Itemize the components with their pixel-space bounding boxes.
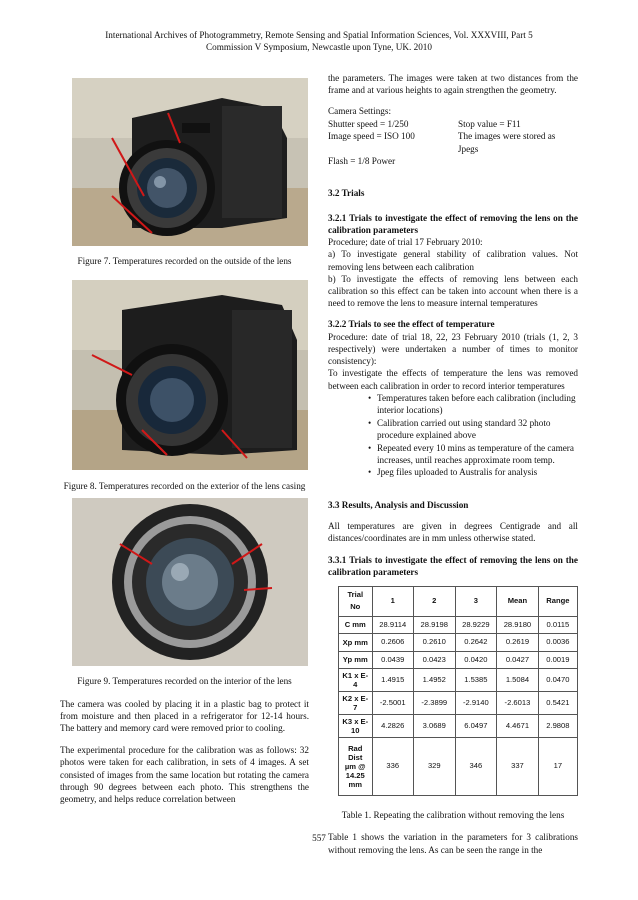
section-3-2-heading: 3.2 Trials (328, 188, 365, 199)
right-column (328, 72, 578, 856)
table-cell: 6.0497 (455, 714, 497, 737)
table-cell: 1.4952 (413, 668, 455, 691)
section-3-2-1-line: b) To investigate the effects of removing lens between each calibration so this effect can be taken into account when there is a need to remove the lens to measure internal temperatures (328, 273, 578, 309)
figure-8-caption: Figure 8. Temperatures recorded on the exterior of the lens casing (63, 480, 306, 491)
table-header-cell: Trial No (339, 586, 373, 616)
table-cell: 0.0420 (455, 651, 497, 668)
table-cell: K3 x E-10 (339, 714, 373, 737)
cooling-paragraph: The camera was cooled by placing it in a plastic bag to protect it from moisture and then placed in a refrigerator for 12-14 hours. The battery and memory card were removed prior to cooling. (60, 698, 309, 733)
table-cell: 0.0036 (538, 634, 577, 651)
running-header (60, 29, 578, 53)
settings-stop: Stop value = F11 (458, 118, 521, 129)
list-item: • Repeated every 10 mins as temperature of the camera increases, until reaches approximate room temp. (368, 442, 578, 467)
table-row (339, 616, 578, 633)
table-cell: 17 (538, 737, 577, 795)
geometry-paragraph: the parameters. The images were taken at two distances from the frame and at various heights to again strengthen the geometry. (328, 73, 578, 96)
settings-flash: Flash = 1/8 Power (328, 156, 396, 167)
table-header-cell: Mean (497, 586, 539, 616)
table-cell: 0.5421 (538, 691, 577, 714)
table-cell: 0.0019 (538, 651, 577, 668)
list-item: • Jpeg files uploaded to Australis for analysis (368, 466, 578, 478)
table-header-cell: Range (538, 586, 577, 616)
table-cell: 0.0427 (497, 651, 539, 668)
table-cell: 28.9180 (497, 616, 539, 633)
table-cell: 1.5084 (497, 668, 539, 691)
table-cell: 28.9229 (455, 616, 497, 633)
table-cell: 28.9114 (372, 616, 413, 633)
left-column (60, 78, 309, 805)
table-header-row (339, 586, 578, 616)
table-cell: K2 x E-7 (339, 691, 373, 714)
section-3-3-paragraph: All temperatures are given in degrees Centigrade and all distances/coordinates are in mm unless otherwise stated. (328, 521, 578, 544)
section-3-2-2-line: Procedure: date of trial 18, 22, 23 February 2010 (trials (1, 2, 3 respectively) were undertaken a number of times to monitor consistency): (328, 331, 578, 367)
results-table (338, 586, 578, 796)
table-cell: C mm (339, 616, 373, 633)
page-number: 557 (312, 833, 326, 843)
header-line-1: International Archives of Photogrammetry, Remote Sensing and Spatial Information Sciences, Vol. XXXVIII, Part 5 (105, 30, 533, 40)
table-cell: 0.2642 (455, 634, 497, 651)
table-cell: K1 x E-4 (339, 668, 373, 691)
table-1-caption: Table 1. Repeating the calibration without removing the lens (341, 809, 565, 820)
table-cell: 1.5385 (455, 668, 497, 691)
table-cell: 1.4915 (372, 668, 413, 691)
table-cell: 346 (455, 737, 497, 795)
table-cell: 0.2606 (372, 634, 413, 651)
section-3-2-2-heading: 3.2.2 Trials to see the effect of temperature (328, 319, 495, 330)
list-item: • Temperatures taken before each calibration (including interior locations) (368, 392, 578, 417)
table-row (339, 651, 578, 668)
section-3-2-1-heading: 3.2.1 Trials to investigate the effect of removing the lens on the calibration parameters (328, 212, 578, 236)
table-header-cell: 2 (413, 586, 455, 616)
procedure-bullet-list (328, 392, 578, 479)
table-cell: 3.0689 (413, 714, 455, 737)
table-cell: 0.0115 (538, 616, 577, 633)
table-1-discussion: Table 1 shows the variation in the parameters for 3 calibrations without removing the lens. As can be seen the range in the (328, 832, 578, 855)
figure-8-photo (72, 280, 308, 470)
section-3-3-1-heading: 3.3.1 Trials to investigate the effect of removing the lens on the calibration parameters (328, 554, 578, 577)
section-3-2-2-line: To investigate the effects of temperature the lens was removed between each calibration in order to record interior temperatures (328, 368, 578, 391)
camera-settings-title: Camera Settings: (328, 106, 392, 117)
section-3-3-heading: 3.3 Results, Analysis and Discussion (328, 499, 469, 510)
table-cell: 329 (413, 737, 455, 795)
procedure-paragraph: The experimental procedure for the calibration was as follows: 32 photos were taken for each calibration, in sets of 4 images. A set consisted of images from the same location but rotating the camera through 90 degrees between each photo. This strengthens the geometry, and helps reduce correlation between (60, 745, 309, 804)
table-cell: 336 (372, 737, 413, 795)
table-row (339, 668, 578, 691)
table-cell: 0.2610 (413, 634, 455, 651)
table-cell: Xp mm (339, 634, 373, 651)
section-3-2-1-line: Procedure; date of trial 17 February 2010: (328, 237, 483, 248)
table-cell: -2.5001 (372, 691, 413, 714)
table-cell: 0.0423 (413, 651, 455, 668)
table-row (339, 737, 578, 795)
figure-9-caption: Figure 9. Temperatures recorded on the interior of the lens (77, 676, 292, 686)
table-cell: 4.2826 (372, 714, 413, 737)
table-cell: Rad Dist µm @ 14.25 mm (339, 737, 373, 795)
settings-iso: Image speed = ISO 100 (328, 131, 415, 142)
table-row (339, 691, 578, 714)
settings-row (328, 130, 578, 155)
table-cell: 0.2619 (497, 634, 539, 651)
figure-9-photo (72, 498, 308, 666)
figure-7-photo (72, 78, 308, 246)
camera-settings (328, 105, 578, 167)
figure-7-caption: Figure 7. Temperatures recorded on the outside of the lens (77, 256, 292, 266)
table-cell: 2.9808 (538, 714, 577, 737)
table-cell: 4.4671 (497, 714, 539, 737)
table-cell: 0.0470 (538, 668, 577, 691)
header-line-2: Commission V Symposium, Newcastle upon Tyne, UK. 2010 (206, 42, 432, 52)
list-item: • Calibration carried out using standard 32 photo procedure explained above (368, 417, 578, 442)
table-row (339, 714, 578, 737)
settings-shutter: Shutter speed = 1/250 (328, 118, 409, 129)
table-cell: -2.3899 (413, 691, 455, 714)
table-cell: -2.6013 (497, 691, 539, 714)
table-header-cell: 3 (455, 586, 497, 616)
table-cell: 28.9198 (413, 616, 455, 633)
table-cell: 337 (497, 737, 539, 795)
table-header-cell: 1 (372, 586, 413, 616)
settings-storage: The images were stored as Jpegs (457, 131, 556, 154)
settings-row (328, 118, 578, 130)
table-cell: Yp mm (339, 651, 373, 668)
settings-row (328, 155, 578, 167)
table-row (339, 634, 578, 651)
table-cell: -2.9140 (455, 691, 497, 714)
table-cell: 0.0439 (372, 651, 413, 668)
section-3-2-1-line: a) To investigate general stability of calibration values. Not removing lens between each calibration (328, 249, 578, 272)
